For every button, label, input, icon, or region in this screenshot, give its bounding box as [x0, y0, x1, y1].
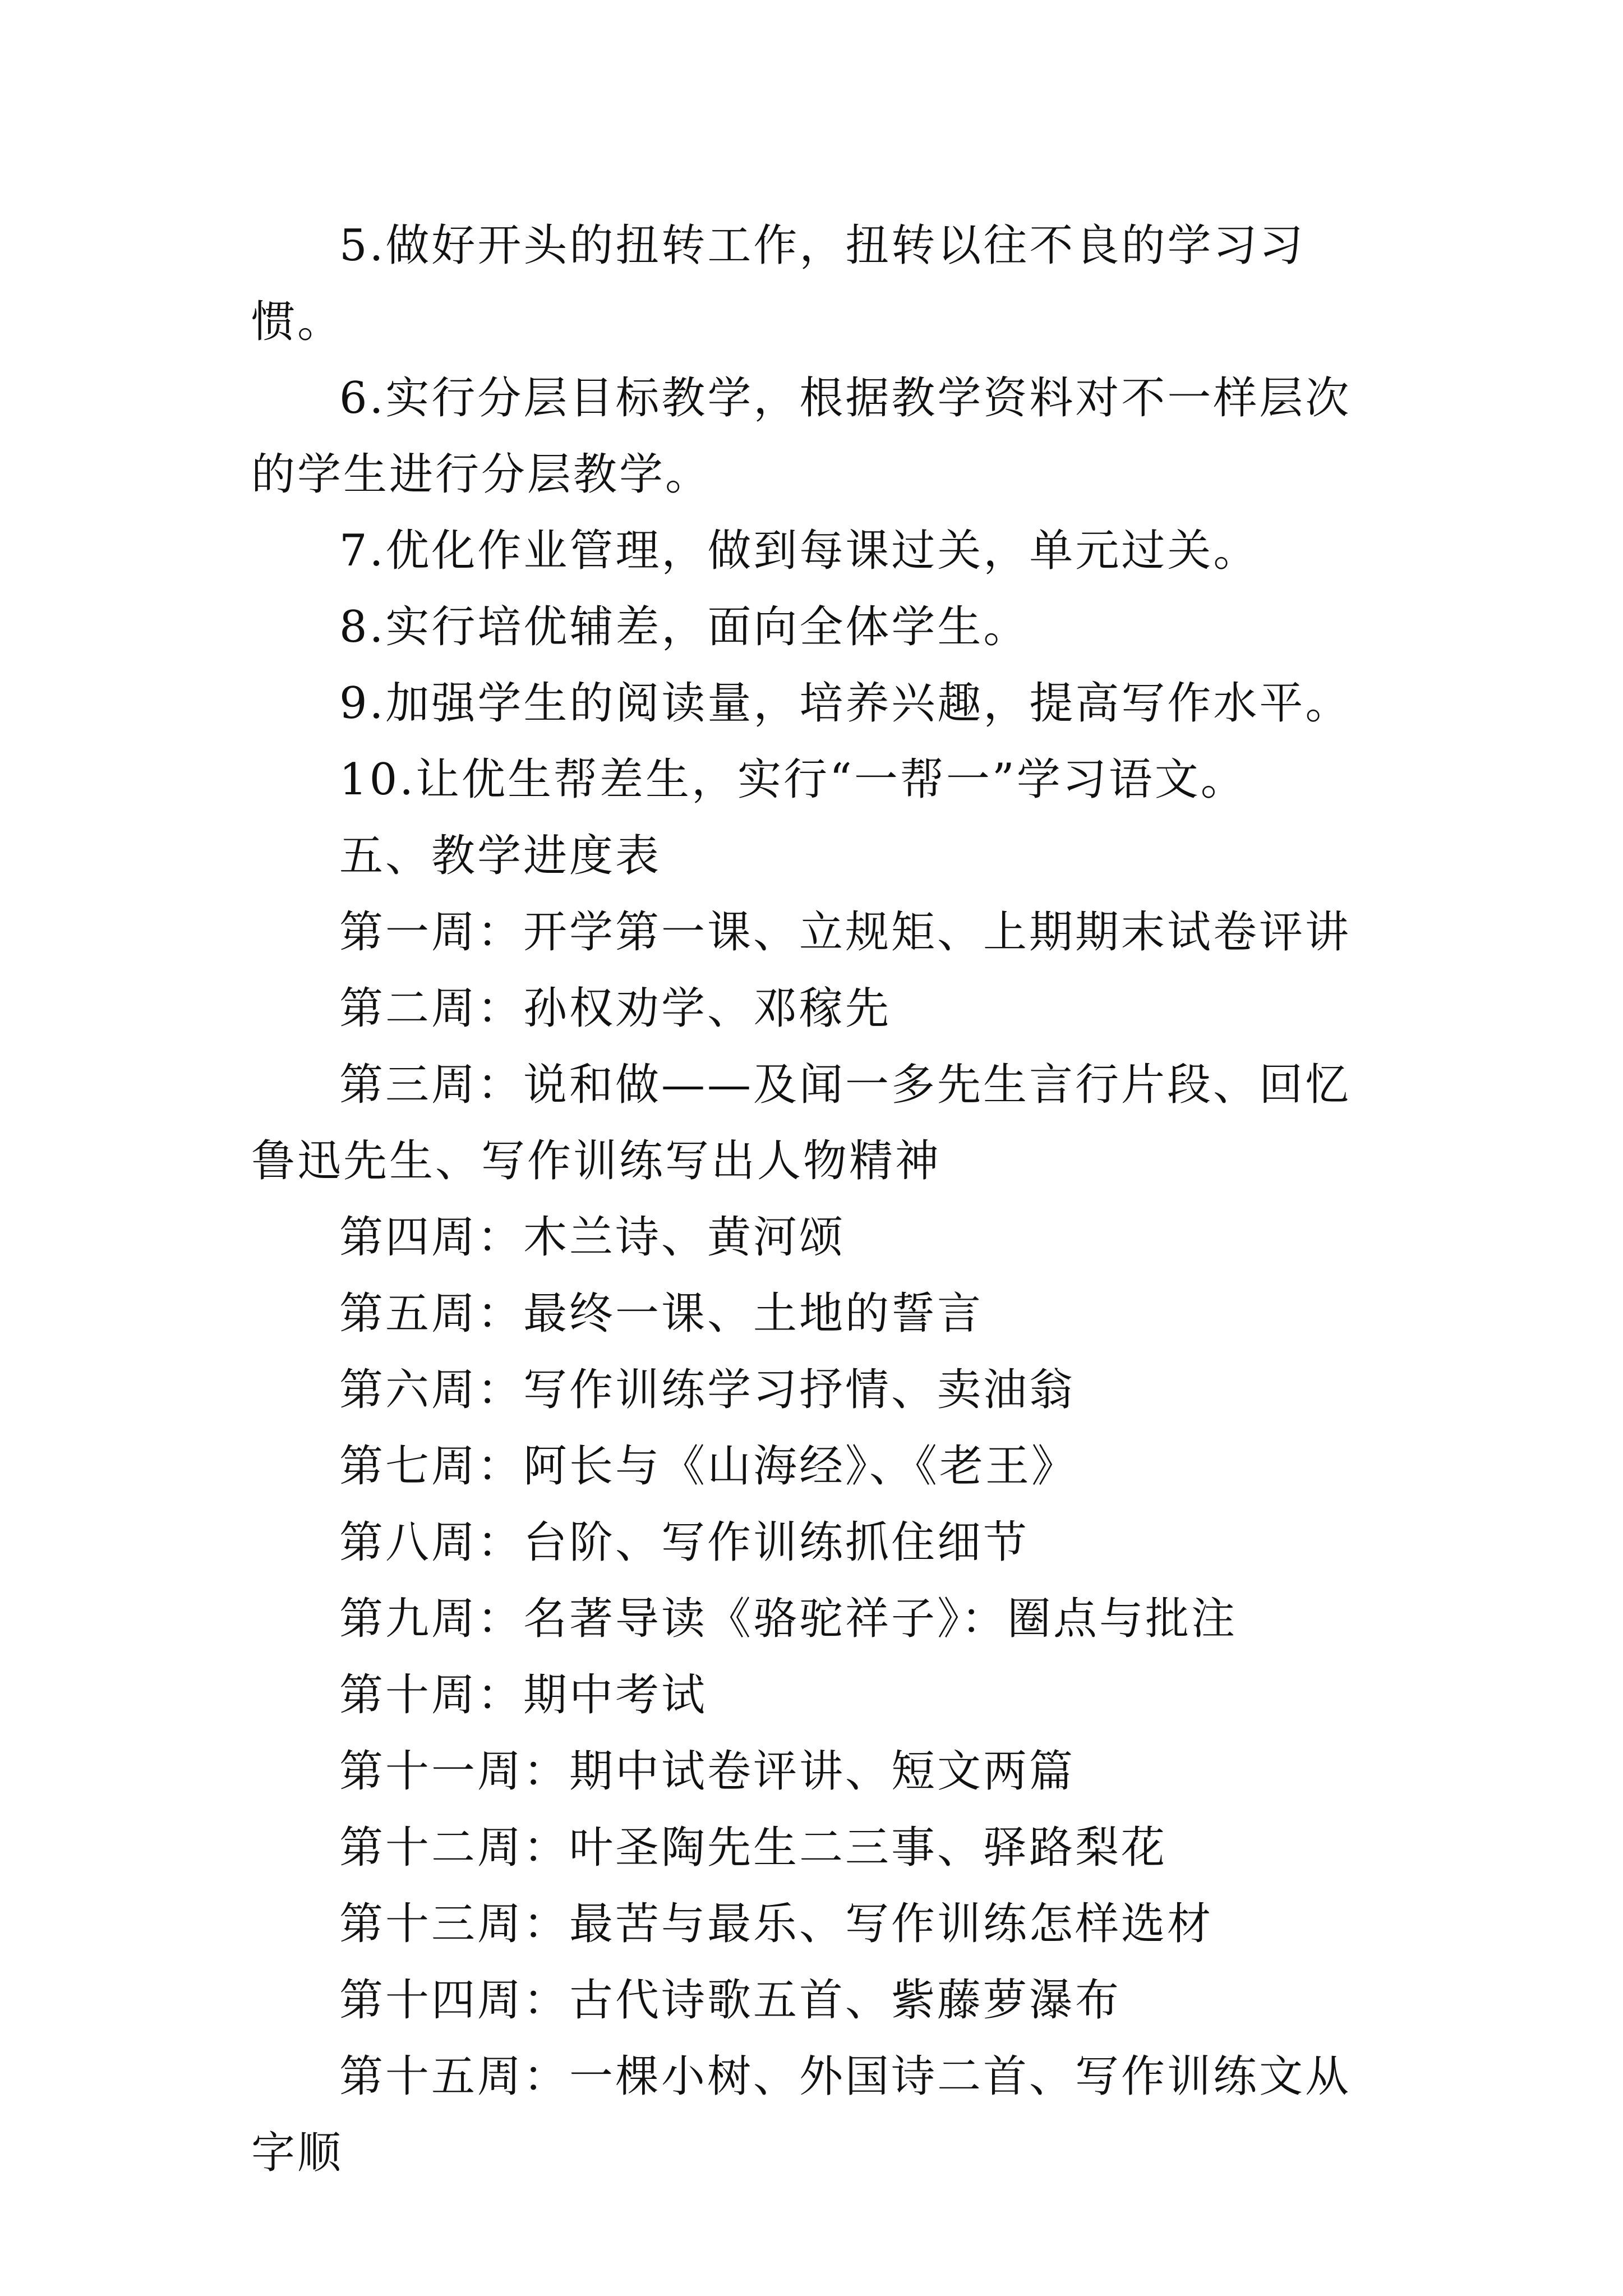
schedule-week-1: 第一周：开学第一课、立规矩、上期期末试卷评讲 — [339, 907, 1352, 958]
schedule-week-8: 第八周：台阶、写作训练抓住细节 — [339, 1517, 1030, 1568]
schedule-week-2: 第二周：孙权劝学、邓稼先 — [339, 983, 892, 1034]
schedule-week-15: 第十五周：一棵小树、外国诗二首、写作训练文从字顺 — [251, 2051, 1352, 2178]
schedule-week-4: 第四周：木兰诗、黄河颂 — [339, 1212, 846, 1263]
schedule-week-3: 第三周：说和做——及闻一多先生言行片段、回忆鲁迅先生、写作训练写出人物精神 — [251, 1060, 1352, 1186]
paragraph-item-5: 5.做好开头的扭转工作，扭转以往不良的学习习惯。 — [251, 220, 1306, 347]
schedule-week-6: 第六周：写作训练学习抒情、卖油翁 — [339, 1365, 1076, 1415]
paragraph-item-8: 8.实行培优辅差，面向全体学生。 — [339, 602, 1030, 652]
schedule-week-10: 第十周：期中考试 — [339, 1670, 708, 1720]
schedule-week-9: 第九周：名著导读《骆驼祥子》：圈点与批注 — [339, 1594, 1238, 1644]
schedule-week-12: 第十二周：叶圣陶先生二三事、驿路梨花 — [339, 1823, 1168, 1873]
paragraph-item-9: 9.加强学生的阅读量，培养兴趣，提高写作水平。 — [339, 678, 1352, 729]
paragraph-item-10: 10.让优生帮差生，实行“一帮一”学习语文。 — [339, 754, 1247, 805]
section-heading: 五、教学进度表 — [339, 831, 662, 881]
schedule-week-11: 第十一周：期中试卷评讲、短文两篇 — [339, 1746, 1076, 1797]
schedule-week-7: 第七周：阿长与《山海经》、《老王》 — [339, 1441, 1078, 1492]
paragraph-item-7: 7.优化作业管理，做到每课过关，单元过关。 — [339, 526, 1260, 576]
schedule-week-13: 第十三周：最苦与最乐、写作训练怎样选材 — [339, 1899, 1214, 1949]
schedule-week-14: 第十四周：古代诗歌五首、紫藤萝瀑布 — [339, 1975, 1122, 2026]
paragraph-item-6: 6.实行分层目标教学，根据教学资料对不一样层次的学生进行分层教学。 — [251, 373, 1352, 500]
schedule-week-5: 第五周：最终一课、土地的誓言 — [339, 1289, 984, 1339]
document-body — [251, 208, 1395, 2191]
